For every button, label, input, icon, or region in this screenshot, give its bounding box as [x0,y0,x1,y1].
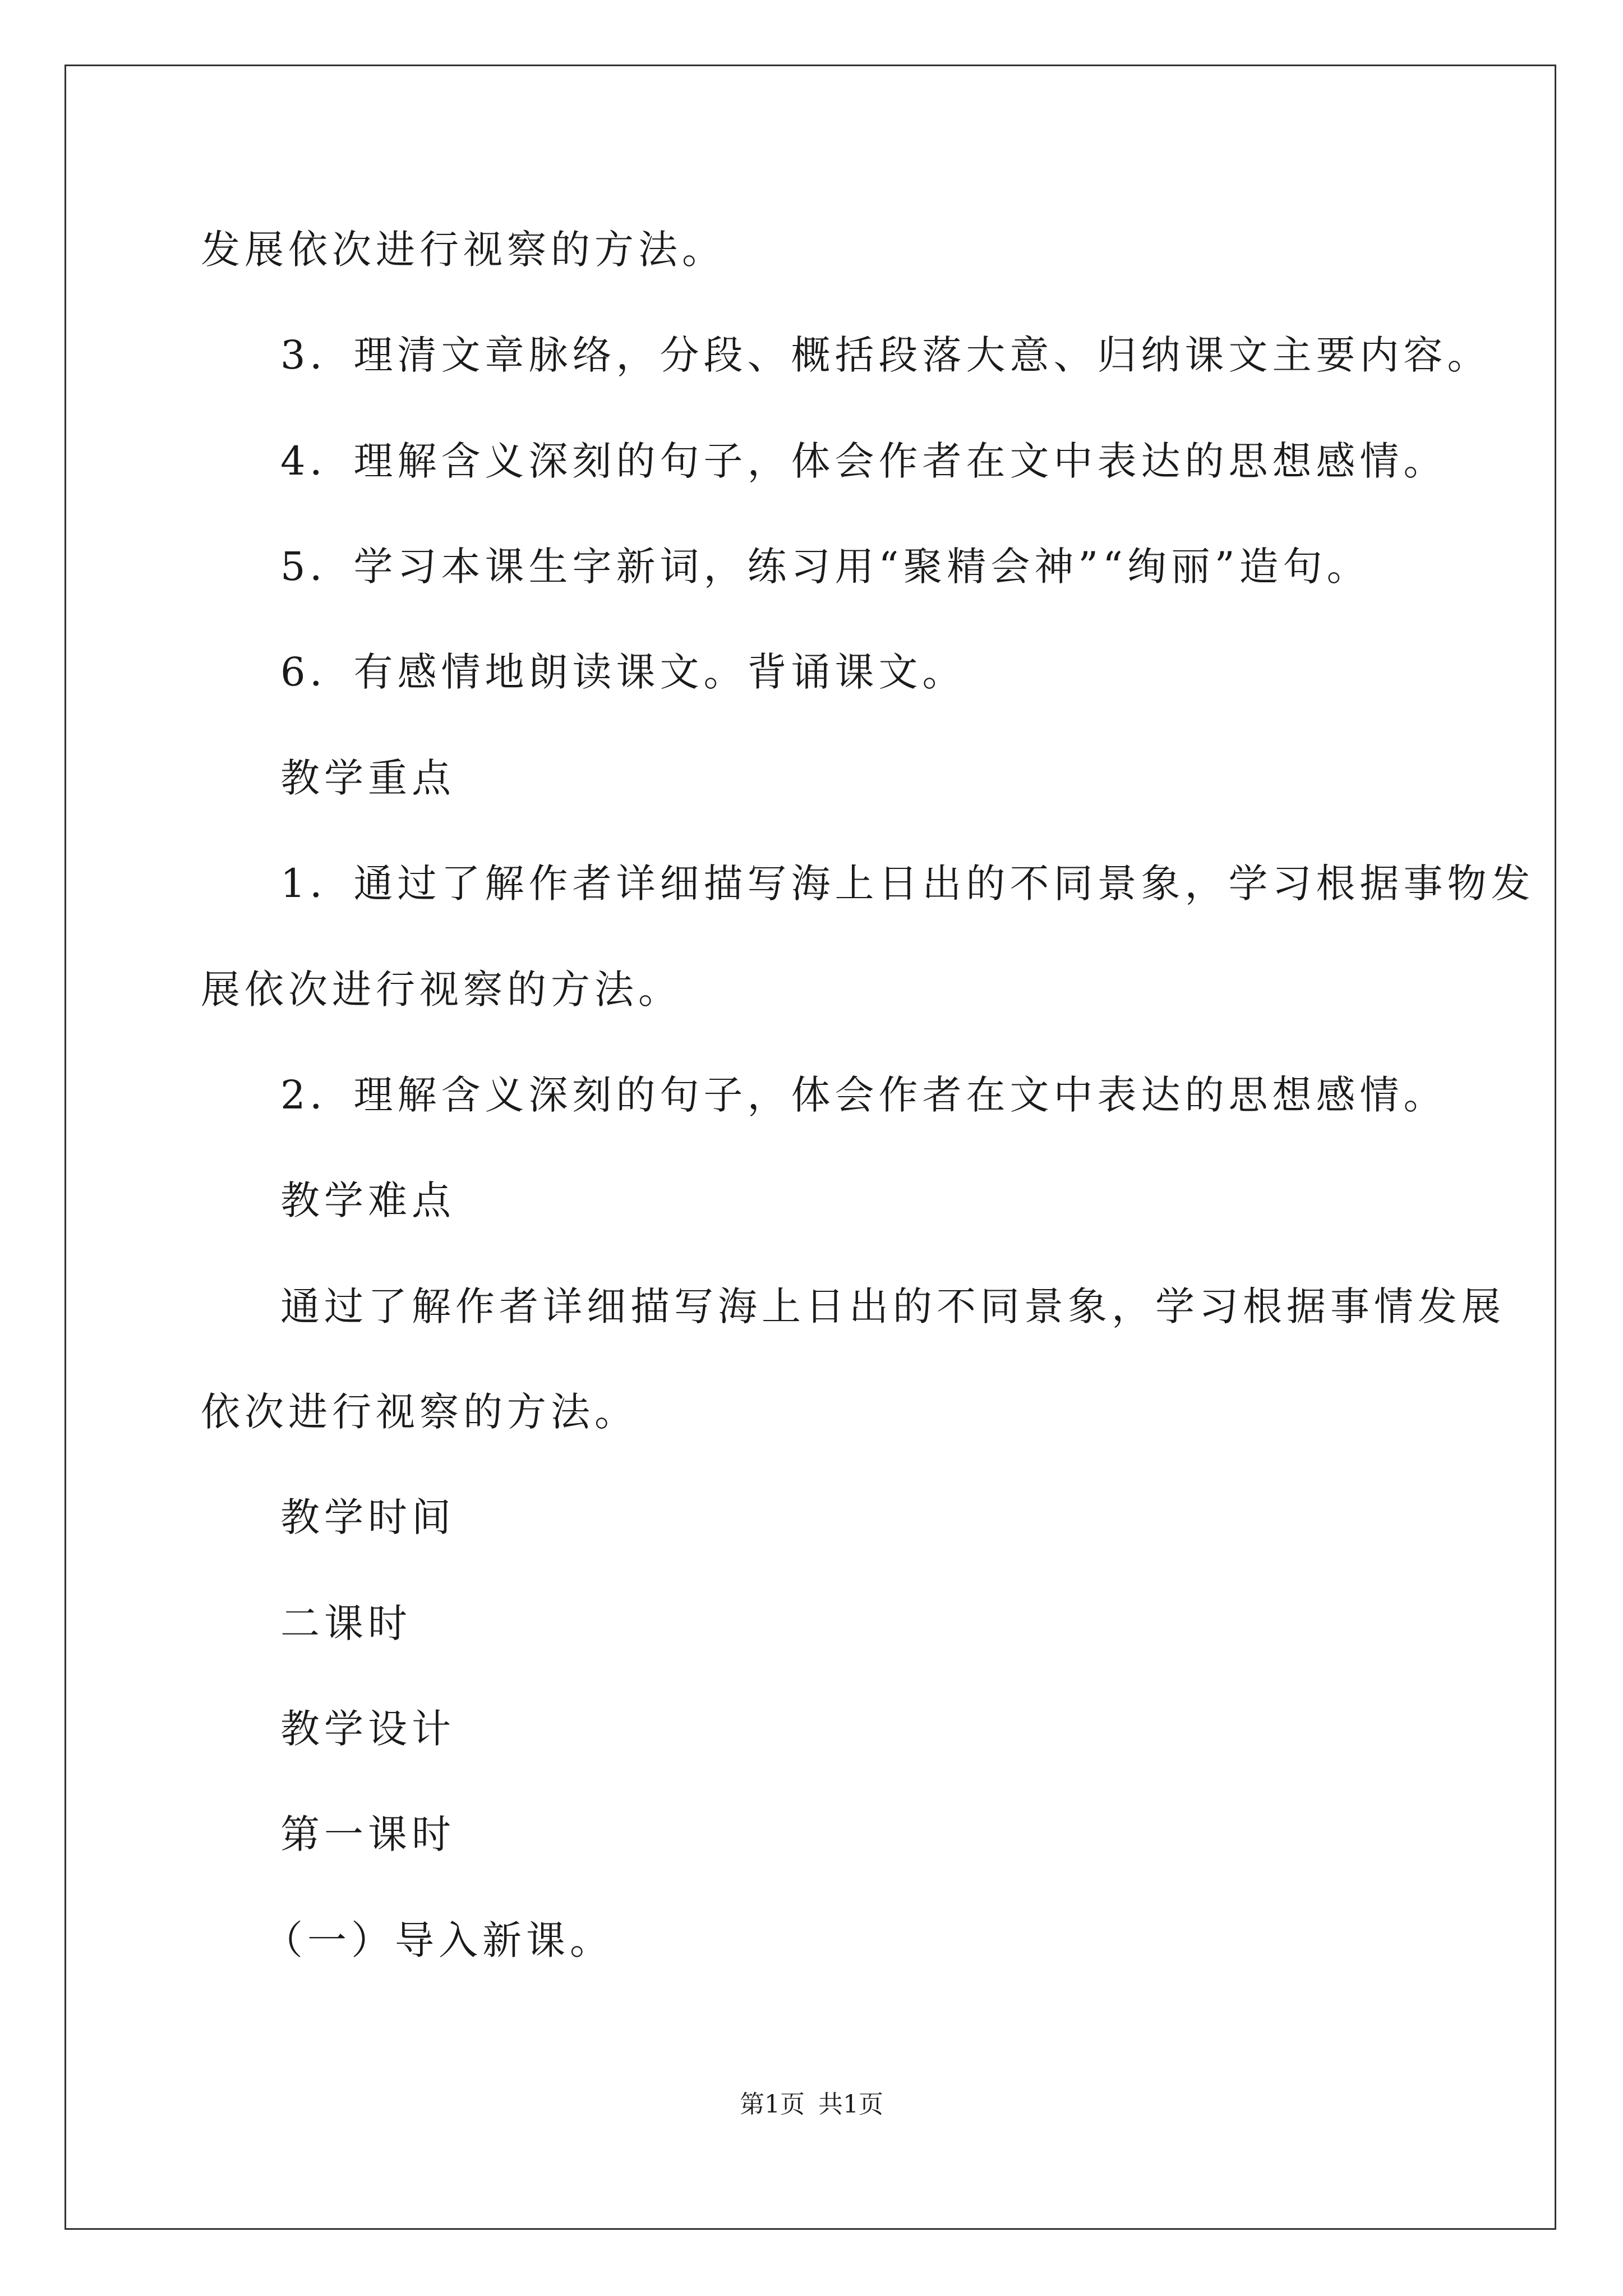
page-total: 共1页 [818,2090,883,2119]
body-line: 3．理清文章脉络，分段、概括段落大意、归纳课文主要内容。 [280,332,1491,378]
body-line: 二课时 [280,1600,412,1646]
section-heading: 教学时间 [280,1494,455,1540]
body-line: 6．有感情地朗读课文。背诵课文。 [280,649,966,695]
body-line: 2．理解含义深刻的句子，体会作者在文中表达的思想感情。 [280,1072,1447,1118]
section-heading: 教学难点 [280,1177,455,1223]
body-line: 1．通过了解作者详细描写海上日出的不同景象，学习根据事物发 [280,861,1535,907]
body-line: 4．理解含义深刻的句子，体会作者在文中表达的思想感情。 [280,438,1447,484]
body-line: 通过了解作者详细描写海上日出的不同景象，学习根据事情发展 [280,1283,1505,1329]
body-line: （一）导入新课。 [264,1917,614,1963]
page-border [64,65,1556,2230]
body-line: 展依次进行视察的方法。 [201,967,682,1013]
body-line: 5．学习本课生字新词，练习用“聚精会神”“绚丽”造句。 [280,544,1371,590]
body-line: 发展依次进行视察的方法。 [201,227,726,273]
section-heading: 第一课时 [280,1811,455,1857]
section-heading: 教学重点 [280,755,455,801]
page-footer [0,2088,1623,2122]
page-number: 第1页 [740,2090,805,2119]
section-heading: 教学设计 [280,1706,455,1752]
body-line: 依次进行视察的方法。 [201,1389,638,1435]
